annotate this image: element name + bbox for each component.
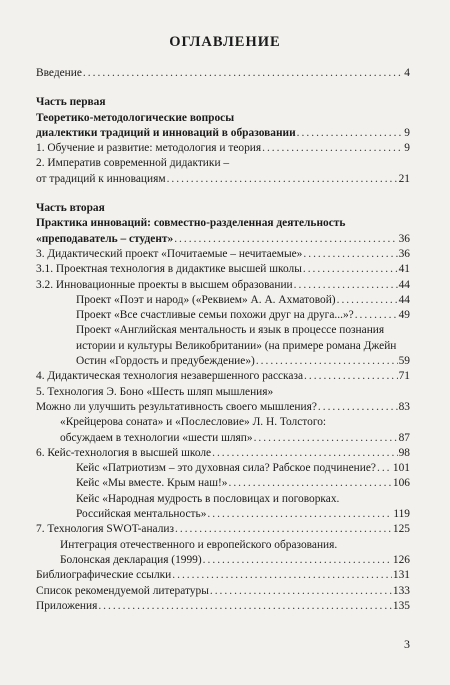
toc-entry-page: 71 [398,370,410,383]
toc-entry-page: 41 [398,263,410,276]
toc-entry [36,385,410,400]
toc-entry-text: 4. Дидактическая технология незавершенного рассказа [36,370,304,383]
part2-heading-line1: Практика инноваций: совместно-разделенная деятельность [36,217,346,230]
toc-entry-text: 5. Технология Э. Боно «Шесть шляп мышления» [36,385,274,398]
toc-entry-text: 3.1. Проектная технология в дидактике высшей школы [36,263,302,276]
toc-entry-text: Болонская декларация (1999) [60,553,202,566]
toc-entry-page: 135 [392,599,410,612]
dot-leader [377,461,392,476]
toc-entry [36,476,410,491]
section-gap [36,187,410,201]
dot-leader [98,599,392,614]
toc-entry-text: диалектики традиций и инноваций в образовании [36,126,296,139]
toc-entry-text: Кейс «Патриотизм – это духовная сила? Рабское подчинение? [76,462,376,475]
table-of-contents [36,66,410,614]
toc-entry-text: «преподаватель – студент» [36,232,174,245]
page-title: ОГЛАВЛЕНИЕ [169,34,281,50]
toc-entry-page: 119 [393,508,410,521]
toc-entry-text: 6. Кейс-технология в высшей школе [36,446,212,459]
toc-entry-text: 2. Императив современной дидактики – [36,157,230,170]
toc-entry [36,262,410,277]
toc-entry [36,522,410,537]
part1-label: Часть первая [36,96,106,109]
toc-entry [36,400,410,415]
toc-entry-text: Можно ли улучшить результативность своего мышления? [36,400,317,413]
toc-entry-text: 3. Дидактический проект «Почитаемые – нечитаемые» [36,247,303,260]
toc-entry [36,599,410,614]
toc-entry-text: Проект «Поэт и народ» («Реквием» А. А. Ахматовой) [76,293,336,306]
toc-entry-text: 1. Обучение и развитие: методология и теория [36,142,262,155]
dot-leader [212,446,398,461]
toc-entry [36,538,410,553]
toc-entry-text: Список рекомендуемой литературы [36,584,209,597]
toc-entry-page: 133 [392,584,410,597]
toc-entry-page: 98 [398,446,410,459]
toc-entry-text: от традиций к инновациям [36,172,166,185]
toc-entry-text: истории и культуры Великобритании» (на примере романа Джейн [76,339,397,352]
toc-entry-text: Кейс «Народная мудрость в пословицах и поговорках. [76,492,340,505]
toc-entry [36,293,410,308]
dot-leader [297,126,404,141]
toc-entry-page: 49 [398,309,410,322]
toc-entry [36,354,410,369]
dot-leader [262,141,403,156]
toc-entry-text: Библиографические ссылки [36,569,172,582]
toc-entry-page: 44 [398,278,410,291]
section-gap [36,81,410,95]
toc-entry [36,156,410,171]
toc-entry-page: 36 [398,232,410,245]
dot-leader [256,354,398,369]
toc-entry-page: 131 [392,569,410,582]
dot-leader [228,476,391,491]
dot-leader [303,262,398,277]
part2-label: Часть вторая [36,202,105,215]
toc-entry-page: 4 [404,67,410,79]
toc-entry [36,507,410,522]
part1-entries [36,141,410,187]
toc-entry [36,278,410,293]
toc-entry [36,247,410,262]
toc-entry [36,461,410,476]
toc-entry [36,339,410,354]
toc-entry-text: Интеграция отечественного и европейского образования. [60,538,338,551]
toc-entry [36,568,410,583]
toc-entry-text: Приложения [36,599,98,612]
dot-leader [355,308,398,323]
part1-heading-line1: Теоретико-методологические вопросы [36,111,235,124]
dot-leader [337,293,398,308]
toc-entry-text: обсуждаем в технологии «шести шляп» [60,431,253,444]
toc-entry-text: Проект «Английская ментальность и язык в процессе познания [76,324,385,337]
dot-leader [318,400,398,415]
dot-leader [174,232,397,247]
toc-entry-page: 126 [392,553,410,566]
toc-entry-text: «Крейцерова соната» и «Послесловие» Л. Н. Толстого: [60,416,327,429]
toc-entry-page: 21 [398,172,410,185]
dot-leader [294,278,398,293]
toc-entry-page: 87 [398,431,410,444]
toc-entry [36,446,410,461]
toc-entry-text: Остин «Гордость и предубеждение») [76,355,255,368]
toc-entry-page: 9 [404,142,410,155]
toc-entry-text: Российская ментальность» [76,508,207,521]
part2-heading-line2 [36,232,410,247]
dot-leader [203,553,392,568]
toc-entry-text: Введение [36,67,82,79]
part2-entries [36,247,410,614]
toc-entry [36,584,410,599]
toc-entry [36,553,410,568]
toc-entry-page: 83 [398,400,410,413]
page-number: 3 [404,637,410,651]
toc-entry-intro [36,66,410,81]
toc-entry [36,492,410,507]
toc-entry-page: 101 [392,462,410,475]
dot-leader [175,522,392,537]
dot-leader [172,568,392,583]
toc-entry-text: Кейс «Мы вместе. Крым наш!» [76,477,228,490]
toc-entry-page: 59 [398,355,410,368]
dot-leader [207,507,392,522]
toc-entry [36,323,410,338]
toc-entry [36,308,410,323]
toc-entry-text: 3.2. Инновационные проекты в высшем образовании [36,278,293,291]
toc-entry [36,415,410,430]
toc-entry-page: 125 [392,523,410,536]
toc-entry [36,431,410,446]
toc-entry-page: 44 [398,293,410,306]
dot-leader [254,431,398,446]
dot-leader [210,584,392,599]
part1-heading-line2 [36,126,410,141]
toc-entry-text: Проект «Все счастливые семьи похожи друг на друга...»? [76,309,354,322]
dot-leader [304,369,398,384]
toc-entry-page: 106 [392,477,410,490]
toc-entry-text: 7. Технология SWOT-анализ [36,523,174,536]
toc-entry-page: 9 [404,126,410,139]
dot-leader [83,66,403,81]
dot-leader [167,172,398,187]
toc-entry [36,172,410,187]
toc-entry [36,141,410,156]
toc-entry [36,369,410,384]
toc-entry-page: 36 [398,247,410,260]
dot-leader [303,247,397,262]
